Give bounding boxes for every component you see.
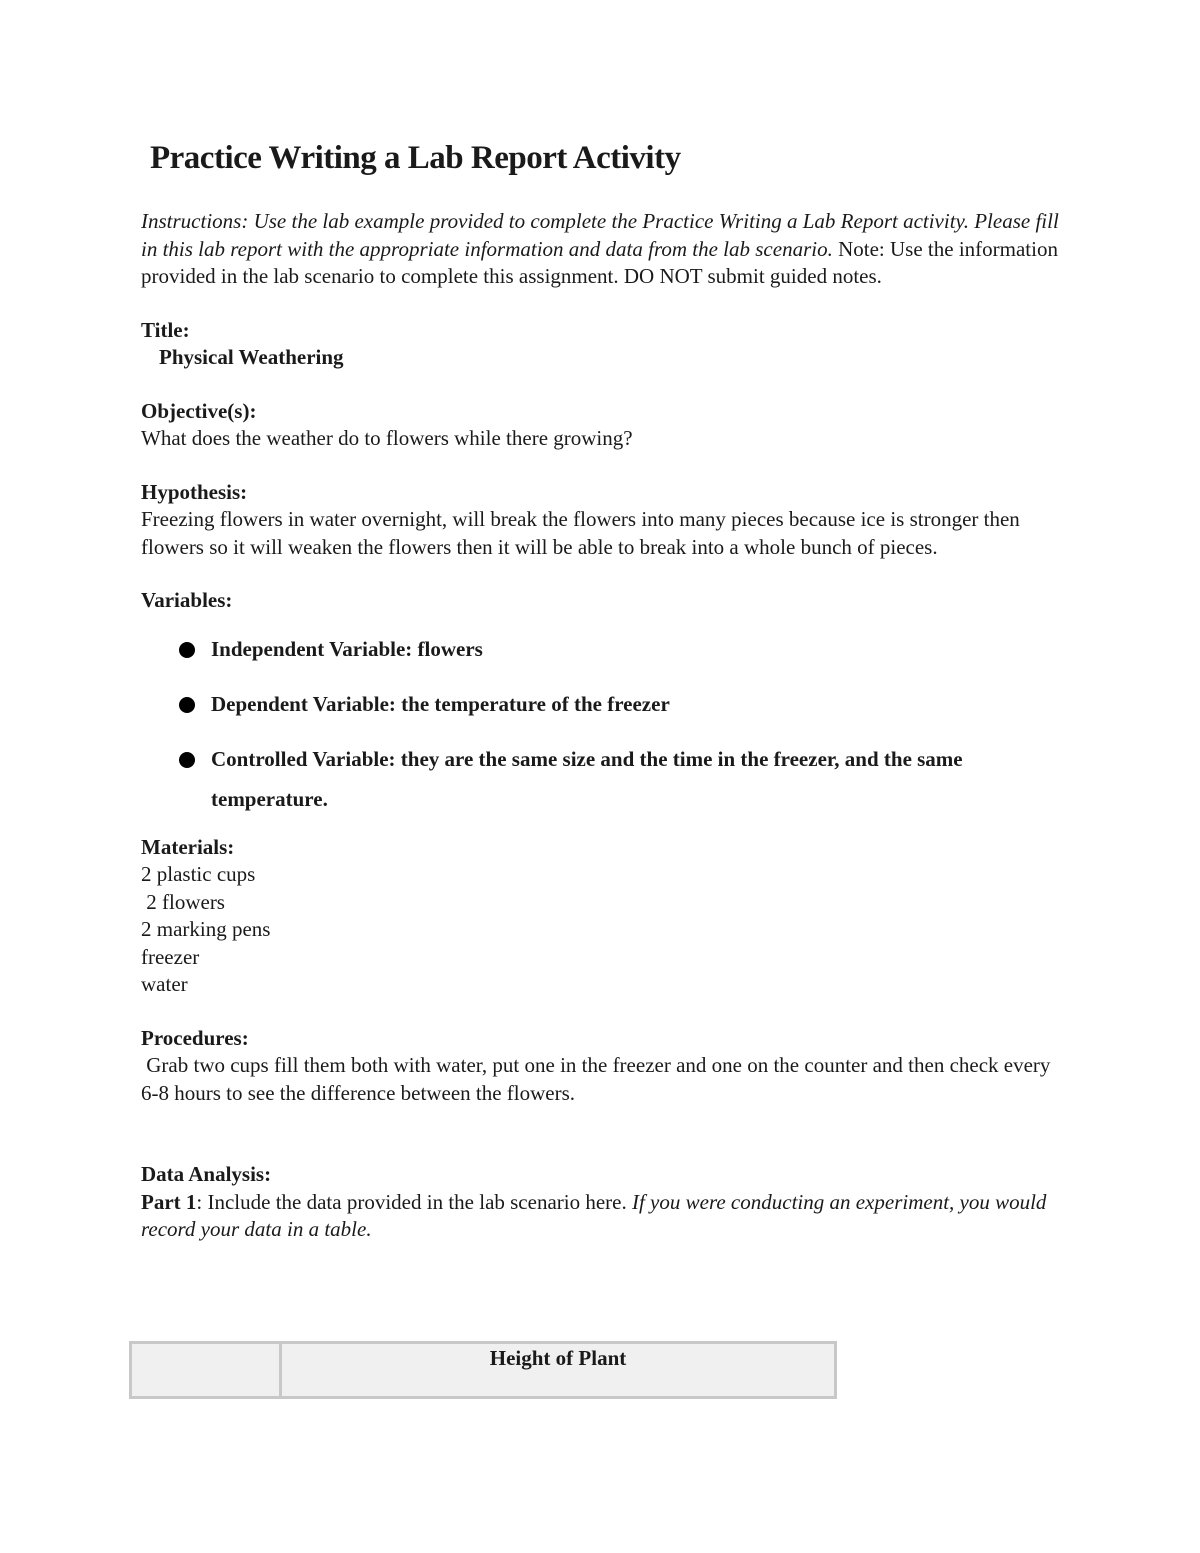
title-label: Title: bbox=[141, 317, 190, 342]
material-item: 2 flowers bbox=[141, 889, 225, 914]
part1-italic: If you were conducting an experiment, you would record your data in a table. bbox=[141, 1189, 1047, 1241]
hypothesis-section bbox=[141, 479, 1071, 562]
bullet-icon bbox=[179, 642, 195, 658]
materials-section bbox=[141, 834, 1071, 999]
list-item bbox=[141, 629, 1071, 669]
material-item: freezer bbox=[141, 944, 200, 969]
controlled-variable: Controlled Variable: they are the same size and the time in the freezer, and the same temperature. bbox=[211, 746, 963, 811]
dependent-variable: Dependent Variable: the temperature of the freezer bbox=[211, 691, 670, 716]
data-analysis-label: Data Analysis: bbox=[141, 1162, 272, 1186]
table-row bbox=[131, 1343, 836, 1398]
materials-label: Materials: bbox=[141, 834, 235, 859]
list-item bbox=[141, 739, 1071, 819]
material-item: 2 marking pens bbox=[141, 917, 271, 941]
objectives-label: Objective(s): bbox=[141, 398, 257, 423]
list-item bbox=[141, 684, 1071, 724]
procedures-section bbox=[141, 1025, 1071, 1108]
bullet-icon bbox=[179, 752, 195, 768]
document-title: Practice Writing a Lab Report Activity bbox=[150, 140, 681, 176]
procedures-value: Grab two cups fill them both with water, put one in the freezer and one on the counter and then check every 6-8 hours to see the difference between the flowers. bbox=[141, 1053, 1056, 1105]
material-item: water bbox=[141, 972, 188, 996]
instructions-note: Note: Use the information provided in the lab scenario to complete this assignment. DO NOT submit guided notes. bbox=[141, 236, 1058, 288]
title-value: Physical Weathering bbox=[159, 345, 344, 369]
instructions-paragraph bbox=[141, 208, 1071, 291]
part1-label: Part 1 bbox=[141, 1189, 197, 1214]
objectives-value: What does the weather do to flowers while there growing? bbox=[141, 426, 633, 450]
material-item: 2 plastic cups bbox=[141, 862, 256, 886]
data-analysis-section bbox=[141, 1161, 1071, 1244]
hypothesis-value: Freezing flowers in water overnight, will break the flowers into many pieces because ice is stronger then flowers so it will weaken the flowers then it will be able to break into a whole bunch of pieces. bbox=[141, 507, 1020, 559]
independent-variable: Independent Variable: flowers bbox=[211, 636, 483, 661]
objectives-section bbox=[141, 398, 1071, 453]
procedures-label: Procedures: bbox=[141, 1025, 249, 1050]
data-analysis-part1 bbox=[141, 1189, 1071, 1244]
part1-text: : Include the data provided in the lab scenario here. bbox=[196, 1189, 632, 1214]
variables-label: Variables: bbox=[141, 588, 233, 612]
instructions-text: Instructions: Use the lab example provided to complete the Practice Writing a Lab Report activity. Please fill in this lab report with the appropriate information and data from the lab scenario. bbox=[141, 209, 1059, 261]
table-header-height-of-plant[interactable]: Height of Plant bbox=[281, 1343, 836, 1398]
table-cell-empty[interactable] bbox=[131, 1343, 281, 1398]
title-section bbox=[141, 317, 1071, 372]
data-table bbox=[129, 1341, 837, 1399]
bullet-icon bbox=[179, 697, 195, 713]
document-body bbox=[141, 208, 1071, 1244]
variables-section bbox=[141, 587, 1071, 819]
variables-list bbox=[141, 629, 1071, 819]
hypothesis-label: Hypothesis: bbox=[141, 479, 248, 504]
data-table-wrapper bbox=[129, 1341, 837, 1399]
